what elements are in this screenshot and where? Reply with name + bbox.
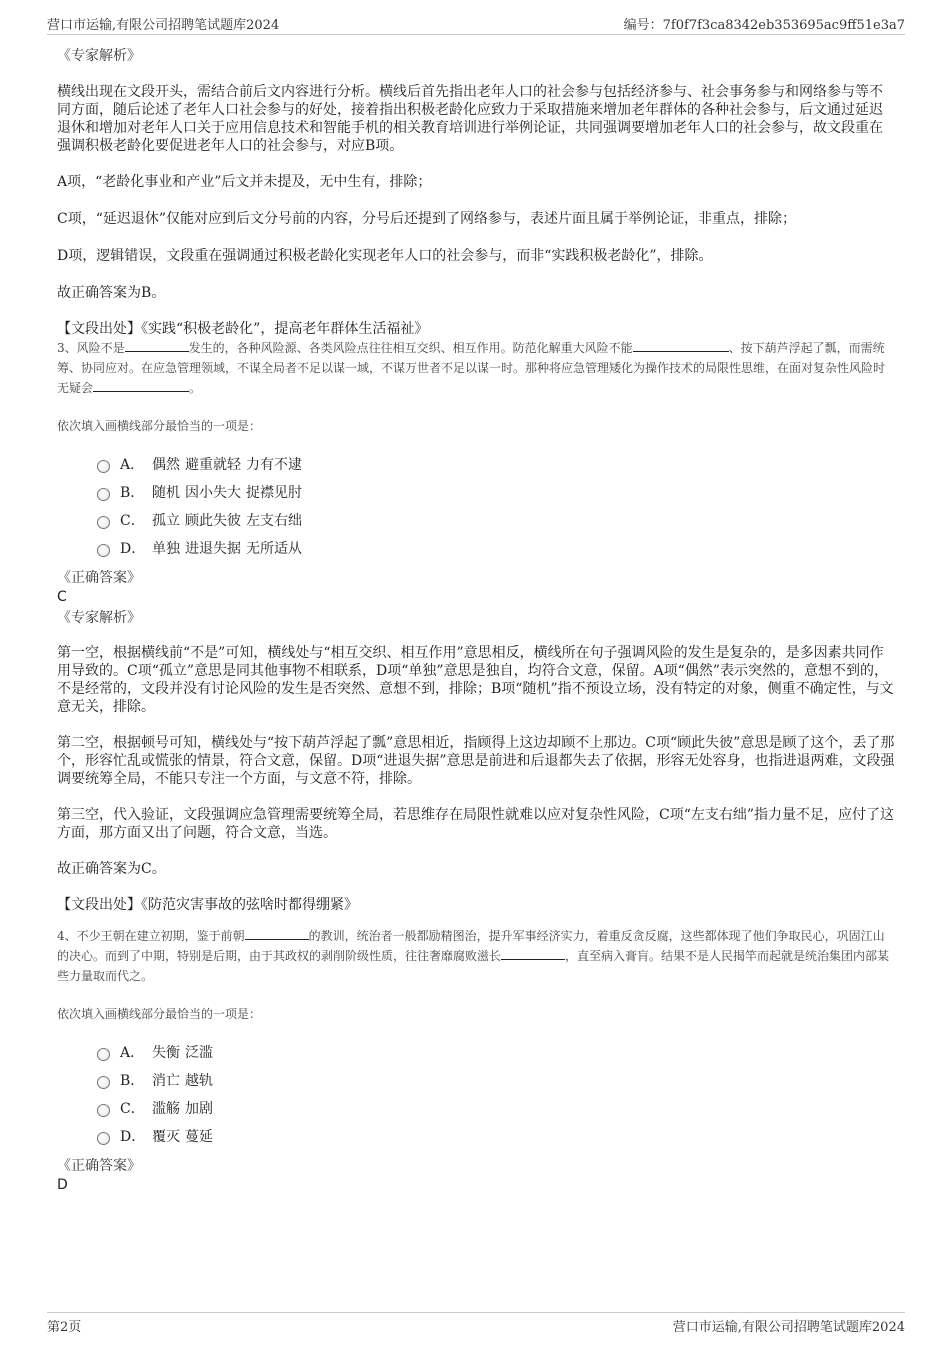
radio-button-icon[interactable] [97,544,110,557]
option-word: 越轨 [185,1073,213,1089]
q3-option-a[interactable] [97,450,895,478]
q2-source-text: 《实践“积极老龄化”，提高老年群体生活福祉》 [141,321,429,337]
q3-blank-2[interactable] [633,339,729,352]
q3-option-b[interactable] [97,478,895,506]
header-title: 营口市运输,有限公司招聘笔试题库2024 [47,18,280,33]
q4-stem-part2: 的教训，统治者一般都励精图治，提升军事经济实力，着重反贪反腐，这些都体现了他们争取民心，巩固江山的决心。而到了中期，特别是后期，由于其政权的剥削阶级性质，往往奢靡腐败滋长 [57,929,885,963]
q4-answer-label: 《正确答案》 [57,1158,141,1174]
option-word: 随机 [152,485,180,501]
option-word: 顾此失彼 [185,513,241,529]
option-word: 蔓延 [185,1129,213,1145]
q4-stem-part3: ，直至病入膏肓。结果不是人民揭竿而起就是统治集团内部某些力量取而代之。 [57,949,890,983]
q3-stem-part2: 发生的，各种风险源、各类风险点往往相互交织、相互作用。防范化解重大风险不能 [188,341,633,355]
option-letter: D． [120,541,146,557]
q3-answer-label: 《正确答案》 [57,570,141,586]
q3-source-label: 【文段出处】 [57,897,141,913]
q4-options [97,1038,895,1150]
q3-stem-part3: 、按下葫芦浮起了瓢，而需统筹、协同应对。在应急管理领域，不谋全局者不足以谋一域，不谋万世者不足以谋一时。那种将应急管理矮化为操作技术的局限性思维，在面对复杂性风险时无疑会 [57,341,886,395]
page-footer [47,1312,905,1337]
option-word: 捉襟见肘 [246,485,302,501]
q2-analysis-text: 横线出现在文段开头，需结合前后文内容进行分析。横线后首先指出老年人口的社会参与包括经济参与、社会事务参与和网络参与等不同方面，随后论述了老年人口社会参与的好处，接着指出积极老龄化应致力于采取措施来增加老年群体的各种社会参与，后文通过延迟退休和增加对老年人口关于应用信息技术和智能手机的相关教育培训进行举例论证，共同强调要增加老年人口的社会参与，故文段重在强调积极老龄化要促进老年人口的社会参与，对应B项。 [57,84,883,154]
page-header [47,12,905,35]
q3-analysis-label: 《专家解析》 [57,610,141,626]
q4-answer: D [57,1177,68,1193]
q3-stem [57,338,895,398]
q3-conclusion: 故正确答案为C。 [57,861,166,877]
q3-answer: C [57,589,67,605]
q2-item-a: A项，“老龄化事业和产业”后文并未提及，无中生有，排除； [57,174,432,190]
q3-source-text: 《防范灾害事故的弦啥时都得绷紧》 [141,897,358,913]
option-letter: B． [120,1073,145,1089]
option-word: 消亡 [152,1073,180,1089]
option-word: 泛滥 [185,1045,213,1061]
option-word: 左支右绌 [246,513,302,529]
option-word: 避重就轻 [185,457,241,473]
q4-blank-1[interactable] [245,927,309,940]
radio-button-icon[interactable] [97,488,110,501]
q3-blank-1[interactable] [125,339,189,352]
q4-option-d[interactable] [97,1122,895,1150]
page-number: 第2页 [47,1320,82,1335]
page-content [57,44,895,1194]
radio-button-icon[interactable] [97,1076,110,1089]
option-word: 力有不逮 [246,457,302,473]
q4-stem [57,926,895,986]
q2-conclusion: 故正确答案为B。 [57,285,166,301]
option-letter: D． [120,1129,146,1145]
option-word: 失衡 [152,1045,180,1061]
q3-options [97,450,895,562]
q3-stem-part1: 3、风险不是 [57,341,125,355]
footer-title: 营口市运输,有限公司招聘笔试题库2024 [672,1320,905,1335]
option-word: 覆灭 [152,1129,180,1145]
option-letter: B． [120,485,145,501]
q4-option-a[interactable] [97,1038,895,1066]
q3-analysis-2: 第二空，根据顿号可知，横线处与“按下葫芦浮起了瓢”意思相近，指顾得上这边却顾不上那边。C项“顾此失彼”意思是顾了这个，丢了那个，形容忙乱或慌张的情景，符合文意，保留。D项“进退失据”意思是前进和后退都失去了依据，形容无处容身，也指进退两难，文段强调要统筹全局，不能只专注一个方面，与文意不符，排除。 [57,735,895,787]
q3-blank-3[interactable] [93,379,189,392]
option-word: 无所适从 [246,541,302,557]
option-word: 滥觞 [152,1101,180,1117]
q3-prompt: 依次填入画横线部分最恰当的一项是： [57,419,262,433]
q4-stem-part1: 4、不少王朝在建立初期，鉴于前朝 [57,929,245,943]
radio-button-icon[interactable] [97,460,110,473]
q4-prompt: 依次填入画横线部分最恰当的一项是： [57,1007,262,1021]
q3-stem-part4: 。 [189,381,202,395]
radio-button-icon[interactable] [97,1104,110,1117]
q4-option-b[interactable] [97,1066,895,1094]
option-letter: A． [120,1045,145,1061]
radio-button-icon[interactable] [97,1132,110,1145]
radio-button-icon[interactable] [97,516,110,529]
q3-option-c[interactable] [97,506,895,534]
q3-analysis-1: 第一空，根据横线前“不是”可知，横线处与“相互交织、相互作用”意思相反，横线所在句子强调风险的发生是复杂的，是多因素共同作用导致的。C项“孤立”意思是同其他事物不相联系，D项“单独”意思是独自，均符合文意，保留。A项“偶然”表示突然的，意想不到的，不是经常的，文段并没有讨论风险的发生是否突然、意想不到，排除；B项“随机”指不预设立场，没有特定的对象，侧重不确定性，与文意无关，排除。 [57,645,894,715]
option-word: 加剧 [185,1101,213,1117]
q2-analysis-label: 《专家解析》 [57,48,141,64]
option-word: 偶然 [152,457,180,473]
option-word: 孤立 [152,513,180,529]
option-word: 因小失大 [185,485,241,501]
q4-blank-2[interactable] [501,947,565,960]
q3-source [57,896,895,914]
q2-source-label: 【文段出处】 [57,321,141,337]
option-word: 进退失据 [185,541,241,557]
option-letter: C． [120,513,145,529]
q3-analysis-3: 第三空，代入验证，文段强调应急管理需要统筹全局，若思维存在局限性就难以应对复杂性风险，C项“左支右绌”指力量不足，应付了这方面，那方面又出了问题，符合文意，当选。 [57,807,895,841]
q2-source [57,320,895,338]
q2-item-d: D项，逻辑错误，文段重在强调通过积极老龄化实现老年人口的社会参与，而非“实践积极老龄化”，排除。 [57,248,713,264]
option-word: 单独 [152,541,180,557]
header-doc-id: 编号：7f0f7f3ca8342eb353695ac9ff51e3a7 [623,18,905,33]
option-letter: C． [120,1101,145,1117]
q3-option-d[interactable] [97,534,895,562]
q2-item-c: C项，“延迟退休”仅能对应到后文分号前的内容，分号后还提到了网络参与，表述片面且属于举例论证，非重点，排除； [57,211,797,227]
radio-button-icon[interactable] [97,1048,110,1061]
option-letter: A． [120,457,145,473]
q4-option-c[interactable] [97,1094,895,1122]
